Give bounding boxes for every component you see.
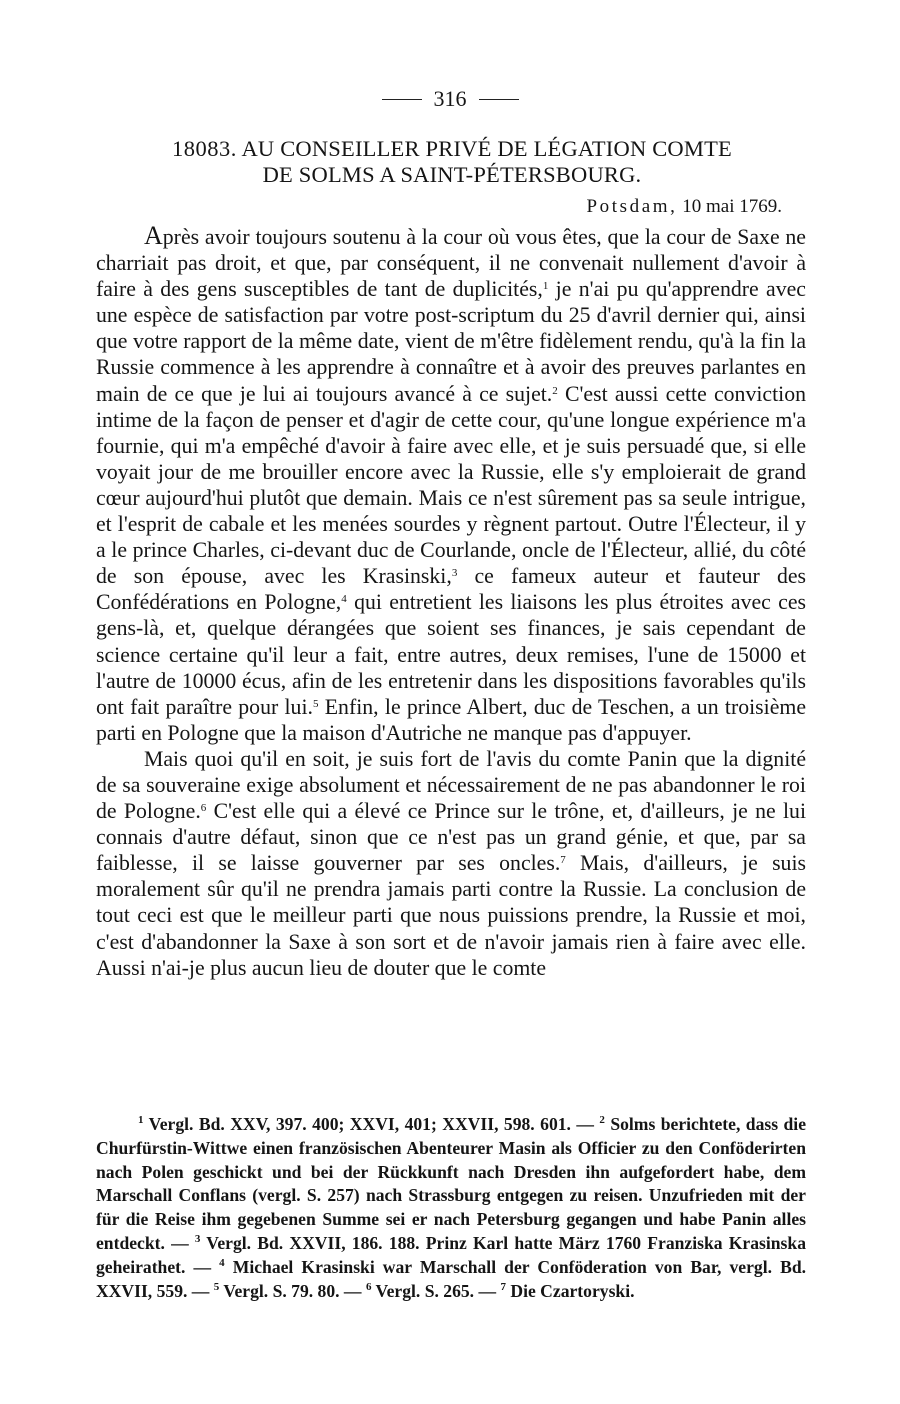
body-paragraph-2 [96, 746, 806, 981]
footnote-marker-1: 1 [138, 1114, 144, 1126]
footnote-ref-6: 6 [200, 802, 207, 815]
page-number: 316 [433, 86, 467, 111]
footnote-ref-3: 3 [451, 567, 458, 580]
footnote-ref-4: 4 [341, 593, 347, 606]
footnote-ref-7: 7 [560, 854, 566, 867]
letter-title-line-1 [96, 136, 808, 162]
letter-title-text-1: AU CONSEILLER PRIVÉ DE LÉGATION COMTE [241, 136, 732, 161]
footnote-text-2: Solms berichtete, dass die Churfürstin-Wittwe einen französischen Abenteurer Masin als Officier zu den Conföderirten nach Polen geschickt und bei der Rückkunft nach Dresden ihn aufgefordert habe, dem Marschall Conflans (vergl. S. 257) nach Strassburg entgegen zu reisen. Unzufrieden mit der für die Reise ihm gegebenen Summe sei er nach Petersburg gegangen und habe Panin alles entdeckt. — [96, 1114, 806, 1253]
footnote-ref-1: 1 [542, 280, 549, 293]
footnote-marker-3: 3 [194, 1232, 201, 1245]
p2-segment-2: C'est elle qui a élevé ce Prince sur le trône, et, d'ailleurs, je ne lui connais d'autre défaut, sinon que ce n'est pas un grand génie, et que, par sa faiblesse, il se laisse gouverner par ses oncles. [96, 799, 806, 876]
letter-number: 18083. [172, 136, 237, 161]
p1-segment-2: je n'ai pu qu'apprendre avec une espèce de satisfaction par votre post-scriptum du 25 d'avril dernier qui, ainsi que votre rapport de la même date, vient de m'être fidèlement rendu, qu'à la fin la Russie commence à les apprendre à connaître et à avoir des preuves parlantes en main de ce que je lui ai toujours avancé à ce sujet. [96, 277, 806, 406]
initial-letter: A [144, 221, 163, 250]
footnote-marker-2: 2 [599, 1114, 605, 1126]
p1-segment-3: C'est aussi cette conviction intime de la façon de penser et d'agir de cette cour, qu'une longue expérience m'a fournie, qui m'a empêché d'avoir à faire avec elle, et je suis persuadé que, si elle voyait jour de me brouiller encore avec la Russie, elle s'y emploierait de grand cœur aujourd'hui plutôt que demain. Mais ce n'est sûrement pas sa seule intrigue, et l'esprit de cabale et les menées sourdes y règnent partout. Outre l'Électeur, il y a le prince Charles, ci-devant duc de Courlande, oncle de l'Électeur, allié, du côté de son épouse, avec les Krasinski, [96, 381, 806, 589]
footnote-marker-4: 4 [219, 1256, 225, 1269]
footnote-text-5: Vergl. S. 79. 80. — [219, 1280, 366, 1301]
letter-body [96, 223, 806, 981]
header-dash-left [382, 99, 422, 100]
footnote-ref-2: 2 [552, 384, 558, 397]
letter-title-line-2: DE SOLMS A SAINT-PÉTERSBOURG. [262, 162, 642, 187]
p1-segment-1: près avoir toujours soutenu à la cour où vous êtes, que la cour de Saxe ne charriait pas droit, et que, par conséquent, il ne convenait nullement d'avoir à faire à des gens susceptibles de tant de duplicités, [96, 225, 806, 302]
footnote-text-4: Michael Krasinski war Marschall der Conföderation von Bar, vergl. Bd. XXVII, 559. — [96, 1256, 807, 1301]
footnote-marker-6: 6 [365, 1280, 372, 1293]
p1-segment-4: ce fameux auteur et fauteur des Confédérations en Pologne, [96, 564, 806, 615]
footnote-text-6: Vergl. S. 265. — [371, 1280, 501, 1301]
header-dash-right [479, 99, 519, 100]
p1-segment-5: qui entretient les liaisons les plus étroites avec ces gens-là, et, quelque dérangées que soient ses finances, je sais cependant de science certaine qu'il leur a fait, entre autres, deux remises, l'une de 15000 et l'autre de 10000 écus, afin de les entretenir dans les dispositions favorables qu'ils ont fait paraître pour lui. [96, 590, 806, 719]
footnote-marker-7: 7 [500, 1280, 506, 1293]
footnote-ref-5: 5 [312, 697, 319, 710]
footnotes [96, 1113, 806, 1303]
letter-title [96, 136, 808, 188]
footnote-text-7: Die Czartoryski. [505, 1280, 635, 1301]
p2-segment-3: Mais, d'ailleurs, je suis moralement sûr qu'il ne prendra jamais parti contre la Russie. La conclusion de tout ceci est que le meilleur parti que nous puissions prendre, la Russie et moi, c'est d'abandonner la Saxe à son sort et de n'avoir jamais rien à faire avec elle. Aussi n'ai-je plus aucun lieu de douter que le comte [96, 851, 806, 980]
dateline-place: Potsdam, [586, 196, 678, 217]
footnote-text-1: Vergl. Bd. XXV, 397. 400; XXVI, 401; XXVII, 598. 601. — [143, 1114, 600, 1134]
footnote-marker-5: 5 [213, 1280, 220, 1293]
page-header [0, 84, 900, 114]
dateline [586, 196, 782, 218]
body-paragraph-1 [96, 223, 806, 746]
p1-segment-6: Enfin, le prince Albert, duc de Teschen, a un troisième parti en Pologne que la maison d'Autriche ne manque pas d'appuyer. [96, 694, 806, 745]
p2-segment-1: Mais quoi qu'il en soit, je suis fort de l'avis du comte Panin que la dignité de sa souveraine exige absolument et nécessairement de ne pas abandonner le roi de Pologne. [96, 746, 806, 824]
dateline-date: 10 mai 1769. [682, 196, 782, 217]
footnote-text-3: Vergl. Bd. XXVII, 186. 188. Prinz Karl hatte März 1760 Franziska Krasinska geheirathet. — [96, 1232, 806, 1277]
